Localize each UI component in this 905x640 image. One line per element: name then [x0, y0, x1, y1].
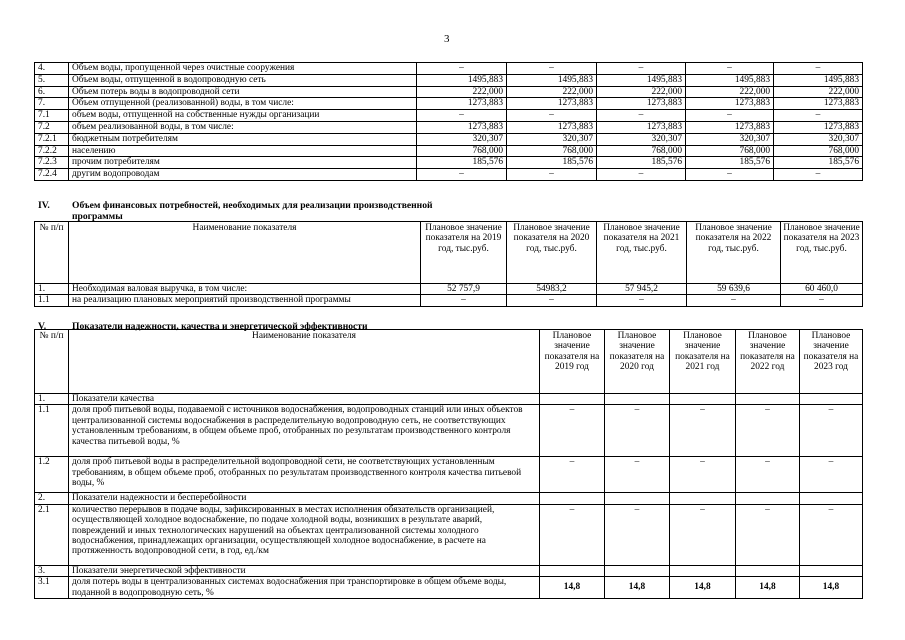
row-name: населению [69, 145, 417, 157]
row-name: Показатели надежности и бесперебойности [69, 493, 540, 504]
table-row [35, 110, 863, 122]
row-value-2021 [670, 394, 736, 405]
row-name: Показатели энергетической эффективности [69, 565, 540, 576]
row-value-2023: – [800, 405, 863, 457]
table-row [35, 457, 863, 493]
row-value-2023: 1273,883 [774, 121, 863, 133]
header-num: № п/п [35, 222, 69, 284]
row-value-2023: 1273,883 [774, 98, 863, 110]
header-2023: Плановое значение показателя на 2023 год, тыс.руб. [781, 222, 863, 284]
reliability-indicators-table [34, 329, 863, 599]
row-number: 1. [35, 394, 69, 405]
row-name: Объем потерь воды в водопроводной сети [69, 86, 417, 98]
header-2020: Плановое значение показателя на 2020 год [605, 330, 670, 394]
row-value-2020: – [605, 504, 670, 565]
row-value-2019: – [421, 295, 507, 306]
row-value-2022 [736, 565, 800, 576]
table-row [35, 504, 863, 565]
row-number: 7.2.1 [35, 133, 69, 145]
row-value-2022: 222,000 [686, 86, 774, 98]
row-value-2020 [605, 493, 670, 504]
row-value-2022: – [686, 63, 774, 75]
row-value-2020: 222,000 [507, 86, 597, 98]
row-value-2021: 14,8 [670, 577, 736, 599]
group-row [35, 565, 863, 576]
row-value-2021: 768,000 [597, 145, 686, 157]
row-name: бюджетным потребителям [69, 133, 417, 145]
table-row [35, 98, 863, 110]
row-value-2022: – [687, 295, 781, 306]
row-number: 7.2.4 [35, 169, 69, 181]
row-value-2019: 1273,883 [417, 98, 507, 110]
row-number: 6. [35, 86, 69, 98]
row-value-2020: – [507, 110, 597, 122]
row-number: 7. [35, 98, 69, 110]
page-number: 3 [444, 33, 450, 45]
row-value-2019: 768,000 [417, 145, 507, 157]
row-value-2022: 1273,883 [686, 98, 774, 110]
row-value-2022: 1273,883 [686, 121, 774, 133]
row-number: 7.2.3 [35, 157, 69, 169]
row-value-2023: – [800, 504, 863, 565]
row-value-2021: 1273,883 [597, 98, 686, 110]
row-value-2020 [605, 394, 670, 405]
row-number: 5. [35, 74, 69, 86]
row-number: 4. [35, 63, 69, 75]
row-name: другим водопроводам [69, 169, 417, 181]
row-value-2019: 185,576 [417, 157, 507, 169]
row-value-2019: 1273,883 [417, 121, 507, 133]
row-value-2021: – [670, 457, 736, 493]
row-value-2023: 60 460,0 [781, 284, 863, 295]
header-2021: Плановое значение показателя на 2021 год, тыс.руб. [597, 222, 687, 284]
table-row [35, 86, 863, 98]
row-value-2022: – [736, 405, 800, 457]
row-value-2019: 222,000 [417, 86, 507, 98]
row-value-2022: 185,576 [686, 157, 774, 169]
row-value-2020: – [507, 63, 597, 75]
water-balance-table [34, 62, 863, 181]
row-value-2022: 768,000 [686, 145, 774, 157]
row-name: Объем отпущенной (реализованной) воды, в том числе: [69, 98, 417, 110]
row-value-2022: – [686, 110, 774, 122]
table-row [35, 121, 863, 133]
header-num: № п/п [35, 330, 69, 394]
row-value-2020 [605, 565, 670, 576]
row-number: 2. [35, 493, 69, 504]
row-value-2020: 1273,883 [507, 98, 597, 110]
row-value-2021 [670, 565, 736, 576]
row-value-2022: 59 639,6 [687, 284, 781, 295]
row-value-2022: 1495,883 [686, 74, 774, 86]
row-value-2019: – [417, 63, 507, 75]
row-value-2022: – [736, 457, 800, 493]
row-value-2022: – [686, 169, 774, 181]
row-number: 7.1 [35, 110, 69, 122]
row-name: количество перерывов в подаче воды, зафиксированных в местах исполнения обязательств организацией, осуществляющей холодное водоснабжение, по подаче холодной воды, возникших в результате аварий, повреждений и иных технологических нарушений на объектах централизованной системы холодного водоснабжения, принадлежащих организации, осуществляющей холодное водоснабжение, в расчете на протяженность водопроводной сети, в год, ед./км [69, 504, 540, 565]
row-number: 3. [35, 565, 69, 576]
row-value-2021: – [597, 63, 686, 75]
row-value-2020: 1495,883 [507, 74, 597, 86]
row-name: Необходимая валовая выручка, в том числе: [69, 284, 421, 295]
financial-needs-table [34, 221, 863, 307]
row-value-2021: 1495,883 [597, 74, 686, 86]
row-name: объем реализованной воды, в том числе: [69, 121, 417, 133]
row-value-2021: – [670, 504, 736, 565]
row-value-2023: – [781, 295, 863, 306]
group-row [35, 493, 863, 504]
row-value-2023: 1495,883 [774, 74, 863, 86]
row-value-2023 [800, 565, 863, 576]
row-number: 1.1 [35, 295, 69, 306]
row-value-2020: 1273,883 [507, 121, 597, 133]
row-value-2019: 1495,883 [417, 74, 507, 86]
header-2022: Плановое значение показателя на 2022 год [736, 330, 800, 394]
header-name: Наименование показателя [69, 330, 540, 394]
table-row [35, 74, 863, 86]
row-value-2023 [800, 493, 863, 504]
row-value-2023: – [774, 110, 863, 122]
row-number: 1.1 [35, 405, 69, 457]
row-value-2019: 52 757,9 [421, 284, 507, 295]
row-value-2021: – [597, 110, 686, 122]
section-iv-number: IV. [38, 200, 50, 211]
header-2020: Плановое значение показателя на 2020 год, тыс.руб. [507, 222, 597, 284]
row-value-2023: – [774, 63, 863, 75]
row-value-2023: 14,8 [800, 577, 863, 599]
table-row [35, 157, 863, 169]
row-number: 1.2 [35, 457, 69, 493]
row-value-2020: – [605, 457, 670, 493]
row-value-2021: 1273,883 [597, 121, 686, 133]
table-header-row [35, 222, 863, 284]
section-iv-title-line2: программы [72, 211, 123, 222]
row-value-2021: 320,307 [597, 133, 686, 145]
table-row [35, 295, 863, 306]
row-value-2022: – [736, 504, 800, 565]
row-name: объем воды, отпущенной на собственные нужды организации [69, 110, 417, 122]
row-value-2019 [540, 394, 605, 405]
section-iv-title-line1: Объем финансовых потребностей, необходимых для реализации производственной [72, 200, 433, 211]
table-row [35, 169, 863, 181]
row-value-2021: – [597, 169, 686, 181]
table-row [35, 405, 863, 457]
row-value-2021: 185,576 [597, 157, 686, 169]
row-name: доля проб питьевой воды в распределительной водопроводной сети, не соответствующих установленным требованиям, в общем объеме проб, отобранных по результатам производственного контроля качества питьевой воды, % [69, 457, 540, 493]
header-2019: Плановое значение показателя на 2019 год, тыс.руб. [421, 222, 507, 284]
row-name: Объем воды, отпущенной в водопроводную сеть [69, 74, 417, 86]
row-value-2022: 14,8 [736, 577, 800, 599]
row-value-2019: – [417, 110, 507, 122]
row-value-2019: – [540, 457, 605, 493]
table-row [35, 63, 863, 75]
header-2023: Плановое значение показателя на 2023 год [800, 330, 863, 394]
header-2021: Плановое значение показателя на 2021 год [670, 330, 736, 394]
row-number: 1. [35, 284, 69, 295]
row-number: 7.2 [35, 121, 69, 133]
row-value-2019: – [540, 504, 605, 565]
row-value-2021: 57 945,2 [597, 284, 687, 295]
row-value-2019 [540, 493, 605, 504]
row-value-2020: – [605, 405, 670, 457]
row-value-2021: – [670, 405, 736, 457]
row-value-2020: 14,8 [605, 577, 670, 599]
table-row [35, 577, 863, 599]
row-value-2023: 222,000 [774, 86, 863, 98]
row-value-2023: – [800, 457, 863, 493]
table-row [35, 133, 863, 145]
row-value-2022 [736, 394, 800, 405]
section-v-title: Показатели надежности, качества и энергетической эффективности [72, 321, 368, 332]
row-value-2023: 768,000 [774, 145, 863, 157]
row-value-2020: 768,000 [507, 145, 597, 157]
header-name: Наименование показателя [69, 222, 421, 284]
row-value-2019 [540, 565, 605, 576]
row-number: 7.2.2 [35, 145, 69, 157]
row-value-2020: 320,307 [507, 133, 597, 145]
row-value-2019: 14,8 [540, 577, 605, 599]
row-value-2020: 54983,2 [507, 284, 597, 295]
row-value-2021: 222,000 [597, 86, 686, 98]
row-name: доля потерь воды в централизованных системах водоснабжения при транспортировке в общем объеме воды, поданной в водопроводную сеть, % [69, 577, 540, 599]
header-2022: Плановое значение показателя на 2022 год, тыс.руб. [687, 222, 781, 284]
row-name: доля проб питьевой воды, подаваемой с источников водоснабжения, водопроводных станций или иных объектов централизованной системы водоснабжения в распределительную водопроводную сеть, не соответствующих установленным требованиям, в общем объеме проб, отобранных по результатам производственного контроля качества питьевой воды, % [69, 405, 540, 457]
row-value-2023: – [774, 169, 863, 181]
row-value-2021: – [597, 295, 687, 306]
row-value-2019: 320,307 [417, 133, 507, 145]
row-name: Показатели качества [69, 394, 540, 405]
section-v-number: V. [38, 321, 47, 332]
table-row [35, 284, 863, 295]
row-value-2020: – [507, 169, 597, 181]
table-header-row [35, 330, 863, 394]
row-number: 2.1 [35, 504, 69, 565]
group-row [35, 394, 863, 405]
row-value-2023: 320,307 [774, 133, 863, 145]
row-value-2023 [800, 394, 863, 405]
row-value-2022: 320,307 [686, 133, 774, 145]
header-2019: Плановое значение показателя на 2019 год [540, 330, 605, 394]
row-name: на реализацию плановых мероприятий производственной программы [69, 295, 421, 306]
row-name: прочим потребителям [69, 157, 417, 169]
row-value-2020: 185,576 [507, 157, 597, 169]
row-name: Объем воды, пропущенной через очистные сооружения [69, 63, 417, 75]
row-value-2020: – [507, 295, 597, 306]
row-number: 3.1 [35, 577, 69, 599]
table-row [35, 145, 863, 157]
row-value-2023: 185,576 [774, 157, 863, 169]
row-value-2019: – [417, 169, 507, 181]
row-value-2022 [736, 493, 800, 504]
row-value-2021 [670, 493, 736, 504]
row-value-2019: – [540, 405, 605, 457]
